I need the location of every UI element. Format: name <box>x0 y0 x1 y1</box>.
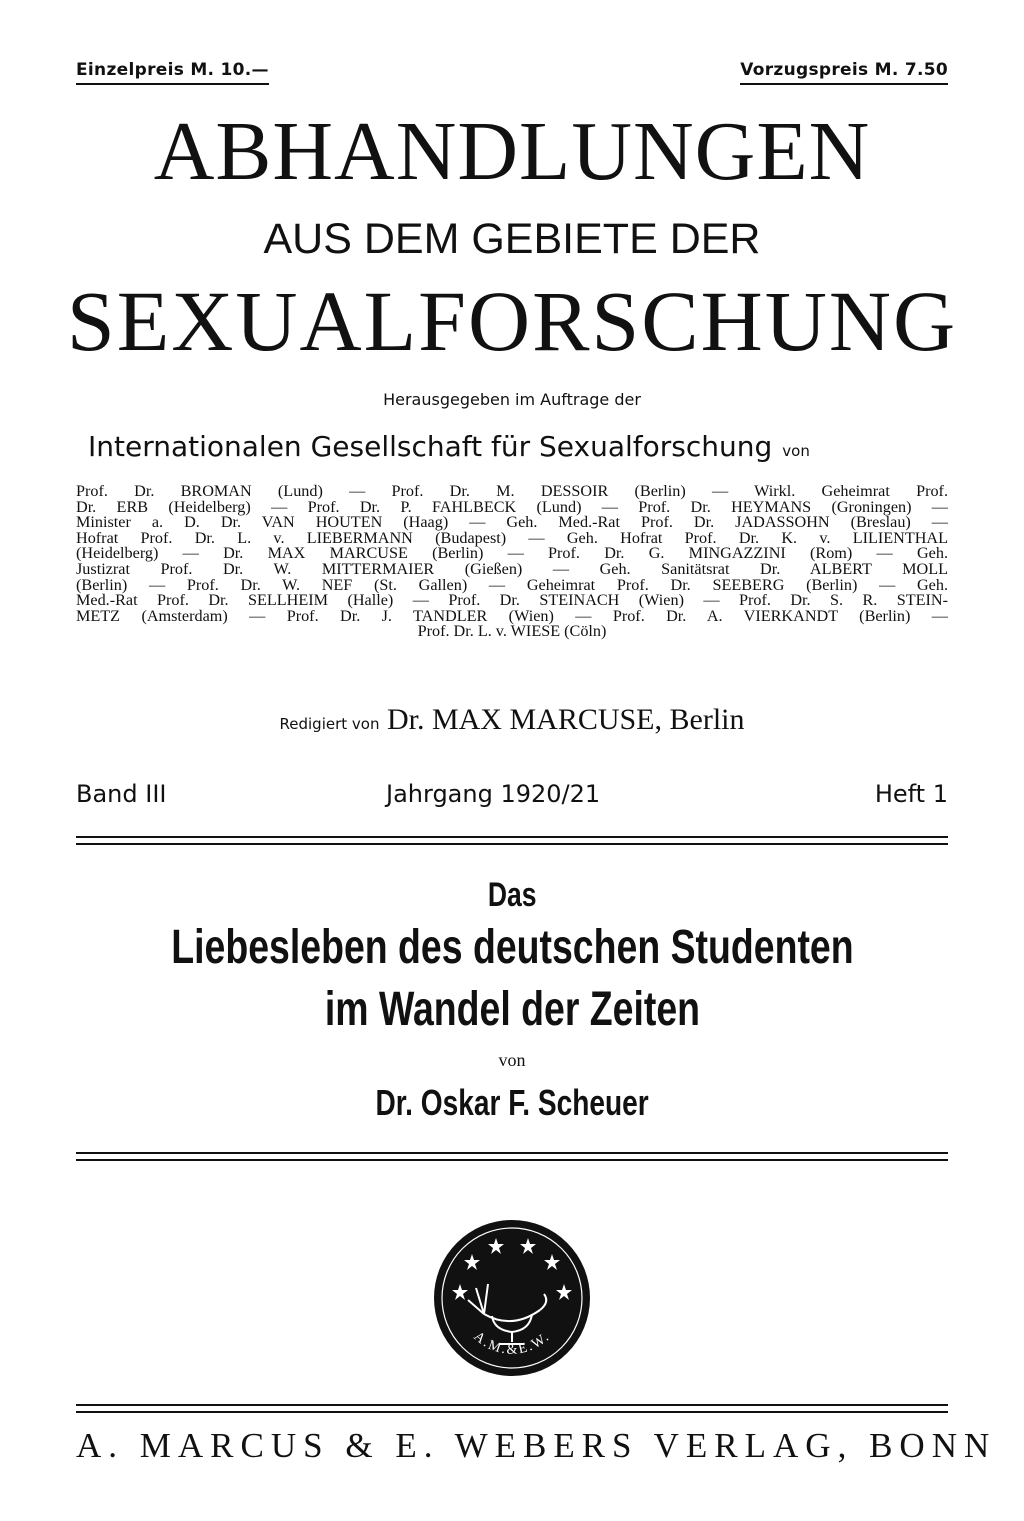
publisher-imprint: A. MARCUS & E. WEBERS VERLAG, BONN <box>76 1426 997 1465</box>
editor-name: Dr. MAX MARCUSE, Berlin <box>386 703 745 736</box>
work-author-text: Dr. Oskar F. Scheuer <box>375 1082 649 1123</box>
divider-bottom <box>76 1404 948 1413</box>
work-title-line1 <box>0 920 1024 975</box>
work-title-line1-text: Liebesleben des deutschen Studenten <box>170 921 854 974</box>
divider-middle <box>76 1152 948 1161</box>
redigiert-label: Redigiert von <box>279 715 380 733</box>
editors-line: METZ (Amsterdam) — Prof. Dr. J. TANDLER (Wien) — Prof. Dr. A. VIERKANDT (Berlin) — <box>76 606 948 625</box>
editor-credit <box>0 703 1024 737</box>
emblem-monogram: A.M.&E.W. <box>470 1329 554 1358</box>
issue-info <box>76 780 948 816</box>
editors-line: Minister a. D. Dr. VAN HOUTEN (Haag) — Geh. Med.-Rat Prof. Dr. JADASSOHN (Breslau) — <box>76 513 948 532</box>
editors-line: Justizrat Prof. Dr. W. MITTERMAIER (Gießen) — Geh. Sanitätsrat Dr. ALBERT MOLL <box>76 559 948 578</box>
work-title-line2 <box>0 982 1024 1037</box>
commission-line: Herausgegeben im Auftrage der <box>383 390 641 409</box>
series-title-subject: SEXUALFORSCHUNG <box>66 273 958 369</box>
editors-list <box>76 484 948 640</box>
editors-line: (Berlin) — Prof. Dr. W. NEF (St. Gallen) — Geheimrat Prof. Dr. SEEBERG (Berlin) — Geh. <box>76 575 948 594</box>
year-range: Jahrgang 1920/21 <box>386 780 601 808</box>
editors-line: Prof. Dr. BROMAN (Lund) — Prof. Dr. M. DESSOIR (Berlin) — Wirkl. Geheimrat Prof. <box>76 482 948 500</box>
publisher-emblem-icon <box>432 1218 592 1378</box>
issue-number: Heft 1 <box>874 780 948 808</box>
series-title-main: ABHANDLUNGEN <box>153 105 871 198</box>
society-name: Internationalen Gesellschaft für Sexualforschung <box>88 430 773 463</box>
volume-number: Band III <box>76 780 167 808</box>
society-von: von <box>782 442 810 460</box>
work-article <box>0 876 1024 915</box>
editors-line: Prof. Dr. L. v. WIESE (Cöln) <box>417 622 607 641</box>
divider-top <box>76 836 948 845</box>
work-von: von <box>498 1050 526 1070</box>
editors-line: Hofrat Prof. Dr. L. v. LIEBERMANN (Budapest) — Geh. Hofrat Prof. Dr. K. v. LILIENTHAL <box>76 528 948 547</box>
subscriber-price: Vorzugspreis M. 7.50 <box>740 60 948 85</box>
editors-line: (Heidelberg) — Dr. MAX MARCUSE (Berlin) — Prof. Dr. G. MINGAZZINI (Rom) — Geh. <box>76 544 948 563</box>
work-author <box>0 1082 1024 1124</box>
single-price: Einzelpreis M. 10.— <box>76 60 269 85</box>
editors-line: Dr. ERB (Heidelberg) — Prof. Dr. P. FAHLBECK (Lund) — Prof. Dr. HEYMANS (Groningen) — <box>76 497 948 516</box>
work-title-line2-text: im Wandel der Zeiten <box>324 983 700 1036</box>
work-article-text: Das <box>487 876 537 914</box>
editors-line: Med.-Rat Prof. Dr. SELLHEIM (Halle) — Prof. Dr. STEINACH (Wien) — Prof. Dr. S. R. STEIN- <box>76 591 948 610</box>
series-title-sub: AUS DEM GEBIETE DER <box>263 215 761 263</box>
price-header <box>76 60 948 94</box>
society-name-line <box>88 430 948 463</box>
